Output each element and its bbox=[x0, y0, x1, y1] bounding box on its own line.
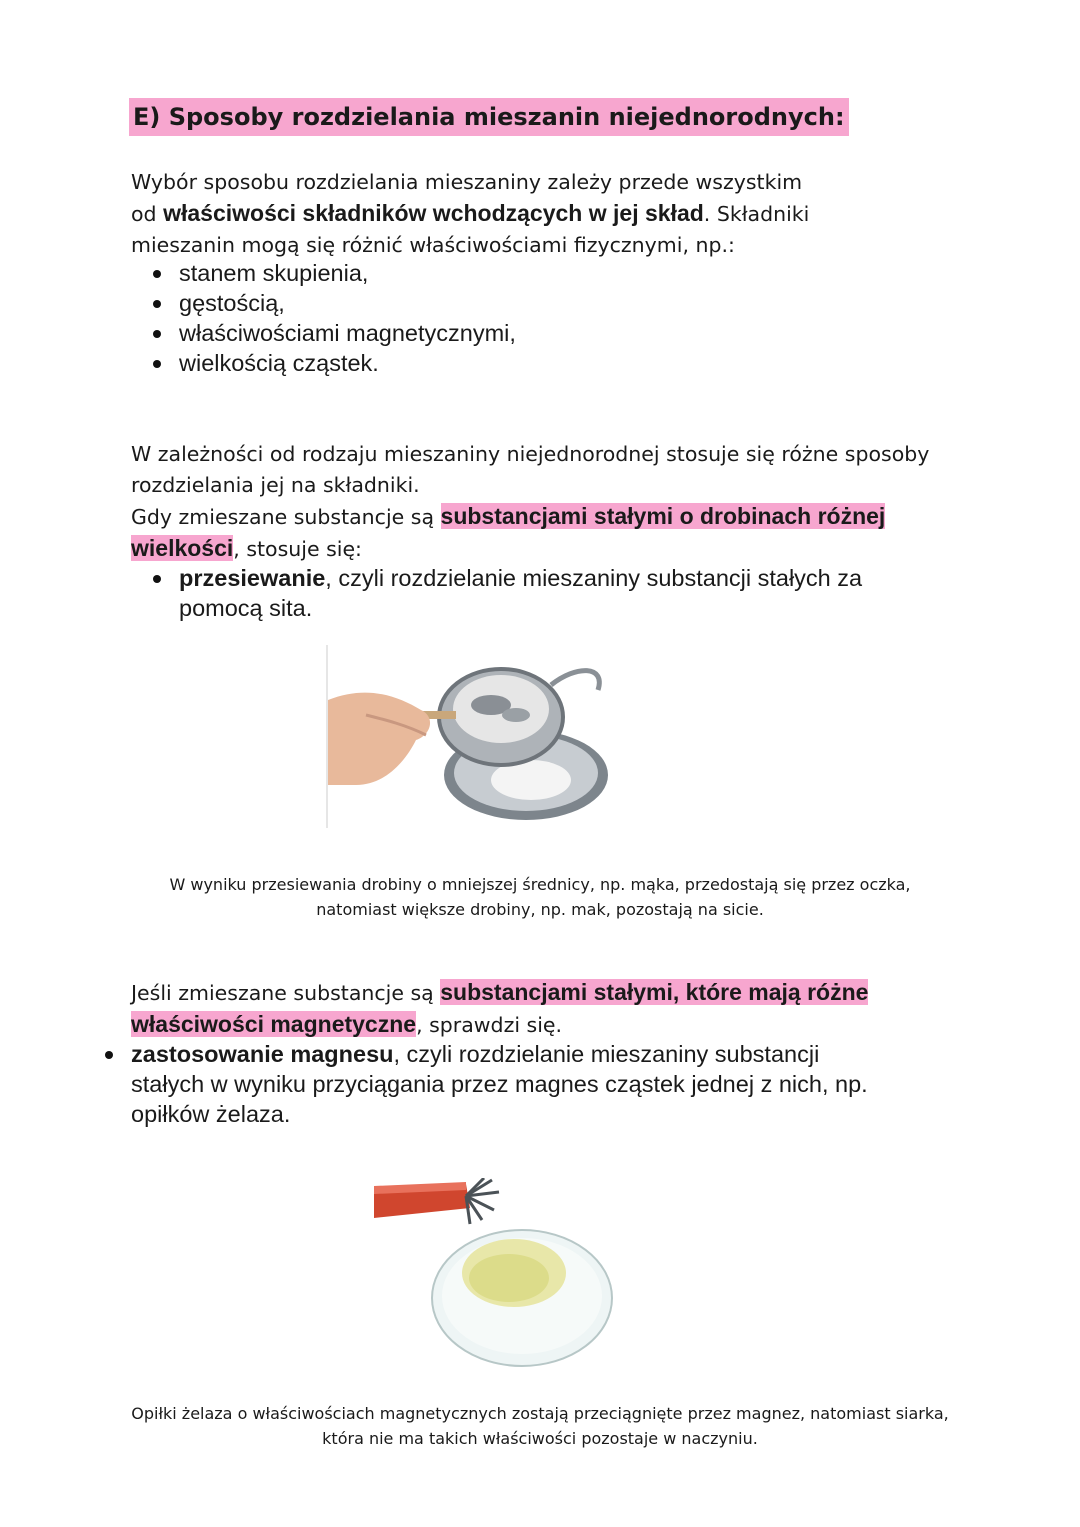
intro-line-3: mieszanin mogą się różnić właściwościami fizycznymi, np.: bbox=[131, 233, 735, 257]
list-item: przesiewanie, czyli rozdzielanie mieszaniny substancji stałych za pomocą sita. bbox=[131, 563, 940, 623]
magnet-photo bbox=[374, 1178, 614, 1368]
bullet-icon bbox=[153, 330, 161, 338]
intro-line-2: od właściwości składników wchodzących w jej skład. Składniki bbox=[131, 200, 810, 226]
list-item: właściwościami magnetycznymi, bbox=[131, 318, 940, 348]
highlight-magnetic: właściwości magnetyczne bbox=[131, 1011, 417, 1037]
properties-list bbox=[131, 258, 940, 378]
highlight-size: wielkości bbox=[131, 535, 234, 561]
sieve-photo bbox=[326, 645, 616, 828]
sieving-caption: W wyniku przesiewania drobiny o mniejszej średnicy, np. mąka, przedostają się przez oczka, natomiast większe drobiny, np. mak, pozostają na sicie. bbox=[169, 875, 911, 919]
sieving-method-list bbox=[131, 563, 940, 623]
sieving-paragraph: W zależności od rodzaju mieszaniny niejednorodnej stosuje się różne sposoby rozdzielania jej na składniki. Gdy zmieszane substancje są substancjami stałymi o drobinach różnej wielkości, stosuje się: bbox=[131, 442, 930, 561]
intro-paragraph bbox=[131, 167, 940, 261]
section-heading: E) Sposoby rozdzielania mieszanin niejednorodnych: bbox=[129, 98, 849, 136]
list-item: stanem skupienia, bbox=[131, 258, 940, 288]
list-item: wielkością cząstek. bbox=[131, 348, 940, 378]
list-item: gęstością, bbox=[131, 288, 940, 318]
highlight-solid-particles: substancjami stałymi o drobinach różnej bbox=[440, 503, 886, 529]
highlight-solids: substancjami stałymi, które mają różne bbox=[440, 979, 869, 1005]
magnet-caption: Opiłki żelaza o właściwościach magnetycznych zostają przeciągnięte przez magnez, natomiast siarka, która nie ma takich właściwości pozostaje w naczyniu. bbox=[131, 1404, 949, 1448]
bullet-icon bbox=[153, 575, 161, 583]
bullet-icon bbox=[153, 270, 161, 278]
bullet-icon bbox=[153, 360, 161, 368]
magnet-method-list bbox=[83, 1039, 940, 1129]
magnet-paragraph: Jeśli zmieszane substancje są substancjami stałymi, które mają różne właściwości magnetyczne, sprawdzi się. bbox=[131, 979, 869, 1037]
bullet-icon bbox=[153, 300, 161, 308]
list-item: zastosowanie magnesu, czyli rozdzielanie mieszaniny substancji stałych w wyniku przyciągania przez magnes cząstek jednej z nich, np. opiłków żelaza. bbox=[83, 1039, 940, 1129]
intro-bold: właściwości składników wchodzących w jej skład bbox=[163, 200, 704, 226]
intro-line-1: Wybór sposobu rozdzielania mieszaniny zależy przede wszystkim bbox=[131, 170, 803, 194]
bullet-icon bbox=[105, 1051, 113, 1059]
